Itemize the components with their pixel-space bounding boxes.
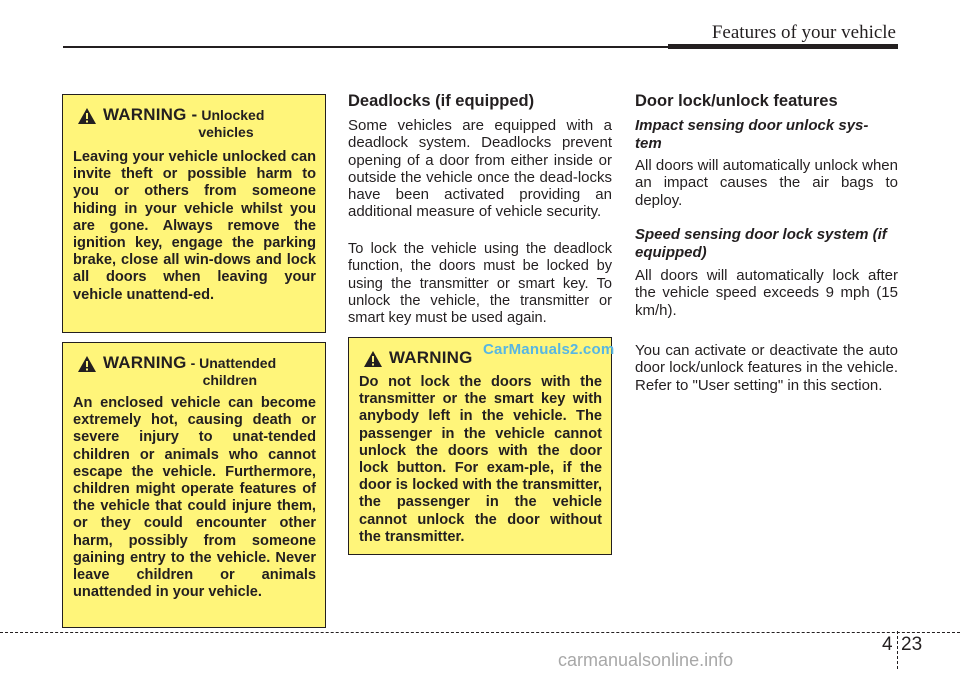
header-accent-bar (668, 44, 898, 49)
warning-box-door-lock (348, 337, 615, 555)
warning-triangle-icon (77, 355, 97, 373)
header-title: Features of your vehicle (711, 22, 896, 43)
footer-separator (897, 631, 898, 669)
warning-box-unlocked-vehicles (62, 94, 326, 333)
speed-sensing-title: Speed sensing door lock system (if equipped) (635, 226, 887, 261)
user-setting-text: You can activate or deactivate the auto door lock/unlock features in the vehicle. Refer to "User setting" in this section. (635, 342, 898, 394)
speed-sensing-text: All doors will automatically lock after the vehicle speed exceeds 9 mph (15 km/h). (635, 267, 898, 319)
chapter-number: 4 (882, 634, 893, 655)
warning-subtitle-line1: Unlocked (201, 107, 265, 123)
warning-label: WARNING - (103, 105, 198, 124)
watermark-link[interactable]: CarManuals2.com (483, 341, 615, 358)
warning-subtitle-line2: children (202, 372, 258, 388)
warning-box-unattended-children (62, 342, 326, 628)
warning-header (73, 353, 316, 389)
page-number: 23 (901, 634, 923, 655)
warning-header (73, 105, 316, 141)
warning-body: An enclosed vehicle can become extremely hot, causing death or severe injury to unat-tended children or animals who cannot escape the vehicle. Furthermore, children might operate features of the vehicle that could injure them, or they could encounter other harm, possibly from someone gaining entry to the vehicle. Never leave children or animals unattended in your vehicle. (73, 395, 316, 601)
warning-subtitle-line1: - Unattended (190, 355, 277, 371)
deadlocks-paragraph-2: To lock the vehicle using the deadlock function, the doors must be locked by using the transmitter or smart key. To unlock the vehicle, the transmitter or smart key must be used again. (348, 241, 612, 327)
impact-sensing-title: Impact sensing door unlock sys-tem (635, 117, 869, 152)
warning-label: WARNING (103, 353, 187, 372)
impact-sensing-text: All doors will automatically unlock when an impact causes the air bags to deploy. (635, 157, 898, 209)
warning-triangle-icon (77, 107, 97, 125)
site-watermark[interactable]: carmanualsonline.info (558, 650, 734, 670)
warning-triangle-icon (363, 350, 383, 368)
warning-subtitle-line2: vehicles (198, 124, 254, 140)
door-features-heading: Door lock/unlock features (635, 92, 838, 110)
deadlocks-heading: Deadlocks (if equipped) (348, 92, 535, 110)
footer-rule (0, 632, 960, 633)
warning-label: WARNING (389, 348, 473, 367)
warning-body: Leaving your vehicle unlocked can invite theft or possible harm to you or others from someone hiding in your vehicle whilst you are gone. Always remove the ignition key, engage the parking brake, close all win-dows and lock all doors when leaving your vehicle unattend-ed. (73, 149, 316, 303)
deadlocks-paragraph-1: Some vehicles are equipped with a deadlock system. Deadlocks prevent opening of a door from either inside or outside the vehicle once the dead-locks have been activated providing an additional measure of vehicle security. (348, 117, 612, 221)
warning-body: Do not lock the doors with the transmitter or the smart key with anybody left in the vehicle. The passenger in the vehicle cannot unlock the doors with the door lock button. For exam-ple, if the door is locked with the transmitter, the passenger in the vehicle cannot unlock the door without the transmitter. (359, 374, 602, 545)
